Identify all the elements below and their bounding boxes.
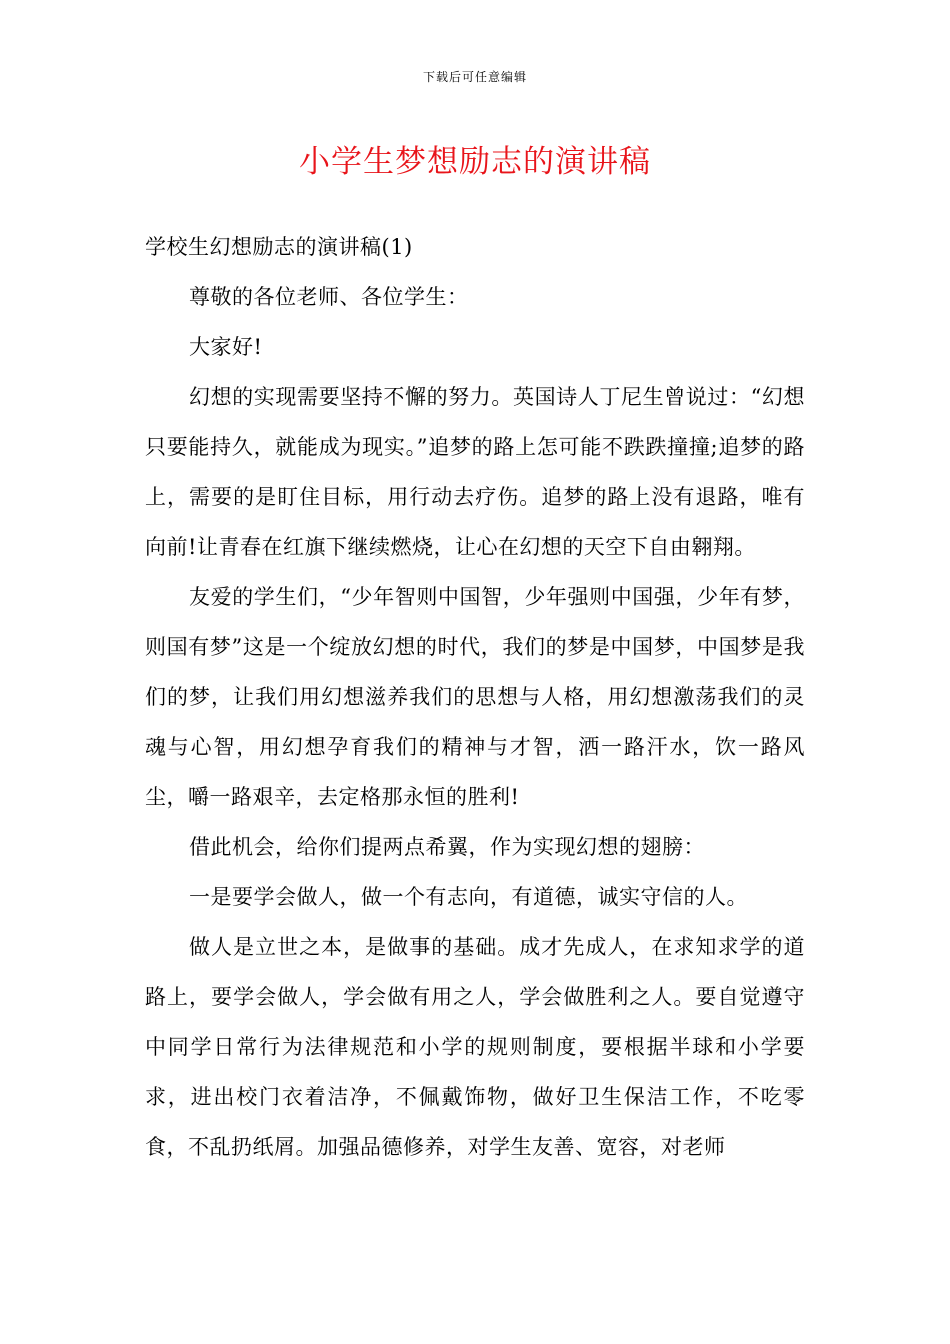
greeting: 大家好! [189, 335, 263, 359]
body-paragraph: 幻想的实现需要坚持不懈的努力。英国诗人丁尼生曾说过：“幻想只要能持久，就能成为现实。”追梦的路上怎可能不跌跌撞撞;追梦的路上，需要的是盯住目标，用行动去疗伤。追梦的路上没有退路，唯有向前!让青春在红旗下继续燃烧，让心在幻想的天空下自由翱翔。 [145, 385, 805, 559]
body-paragraph: 一是要学会做人，做一个有志向，有道德，诚实守信的人。 [189, 885, 748, 909]
body-paragraph: 借此机会，给你们提两点希翼，作为实现幻想的翅膀： [189, 835, 705, 859]
document-title: 小学生梦想励志的演讲稿 [299, 144, 651, 180]
salutation: 尊敬的各位老师、各位学生： [189, 285, 469, 309]
document-body [145, 222, 805, 1172]
body-paragraph: 友爱的学生们，“少年智则中国智，少年强则中国强，少年有梦，则国有梦”这是一个绽放幻想的时代，我们的梦是中国梦，中国梦是我们的梦，让我们用幻想滋养我们的思想与人格，用幻想激荡我们的灵魂与心智，用幻想孕育我们的精神与才智，洒一路汗水，饮一路风尘，嚼一路艰辛，去定格那永恒的胜利! [145, 585, 805, 809]
section-heading: 学校生幻想励志的演讲稿(1) [145, 235, 413, 259]
body-paragraph: 做人是立世之本，是做事的基础。成才先成人，在求知求学的道路上，要学会做人，学会做有用之人，学会做胜利之人。要自觉遵守中同学日常行为法律规范和小学的规则制度，要根据半球和小学要求，进出校门衣着洁净，不佩戴饰物，做好卫生保洁工作，不吃零食，不乱扔纸屑。加强品德修养，对学生友善、宽容，对老师 [145, 935, 805, 1159]
header-note: 下载后可任意编辑 [422, 70, 527, 84]
